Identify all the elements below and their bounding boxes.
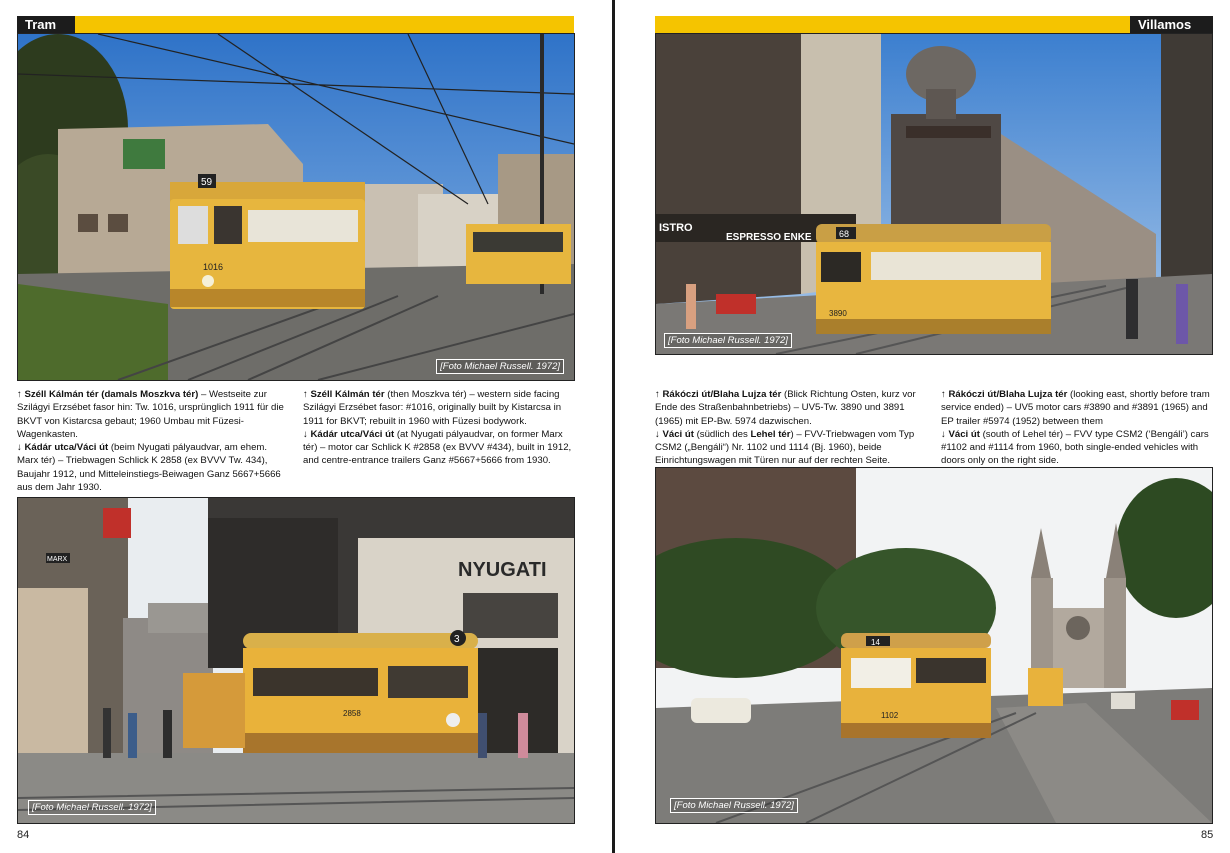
right-page: [616, 0, 1230, 853]
photo-vaci-ut-lehel-ter: [655, 467, 1213, 824]
sign-istro: ISTRO: [659, 222, 693, 234]
page-number: 85: [1201, 829, 1214, 841]
tram-route-sign-14: 14: [871, 638, 880, 647]
caption-german-left: ↑ Széll Kálmán tér (damals Moszkva tér) – Westseite zur Szilágyi Erzsébet fasor hin: Tw. 1016, ursprünglich 1911 für die BKVT von Kistarcsa gebaut; 1960 Umbau mit Füzesi-Wagenkasten. ↓ Kádár utca/Váci út (beim Nyugati pályaudvar, am ehem. Marx tér) – Triebwagen Schlick K 2858 (ex BVVV Tw. 434), Baujahr 1912, und Mitteleinstiegs-Beiwagen Ganz 5667+5666 aus dem Jahr 1930.: [17, 389, 284, 494]
arrow-down-icon: ↓: [655, 428, 660, 440]
photo-kadar-utca-vaci-ut: [17, 497, 575, 824]
caption-german-right: ↑ Rákóczi út/Blaha Lujza tér (Blick Richtung Osten, kurz vor Ende des Straßenbahnbetriebs) – UV5-Tw. 3890 und 3891 (1965) mit EP-Bw. 5974 dazwischen. ↓ Váci út (südlich des Lehel tér) – FVV-Triebwagen vom Typ CSM2 („Bengáli“) Nr. 1102 und 1114 (Bj. 1960), beide Einrichtungswagen mit Türen nur auf der rechten Seite.: [655, 389, 916, 467]
header-bar: [75, 16, 574, 33]
section-tab-villamos: Villamos: [1130, 16, 1213, 33]
section-tab-tram: Tram: [17, 16, 75, 33]
arrow-down-icon: ↓: [941, 428, 946, 440]
arrow-up-icon: ↑: [17, 389, 22, 400]
arrow-down-icon: ↓: [303, 428, 308, 440]
tram-route-sign-59: 59: [201, 177, 213, 188]
arrow-up-icon: ↑: [303, 389, 308, 400]
arrow-up-icon: ↑: [655, 389, 660, 400]
tram-car-number-1016: 1016: [203, 262, 224, 272]
photo-credit: [Foto Michael Russell. 1972]: [670, 798, 798, 813]
arrow-up-icon: ↑: [941, 389, 946, 400]
sign-nyugati: NYUGATI: [458, 559, 547, 581]
photo-szell-kalman-ter: [17, 33, 575, 381]
tram-car-number-1102: 1102: [881, 711, 899, 720]
caption-english-left: ↑ Széll Kálmán tér (then Moszkva tér) – western side facing Szilágyi Erzsébet fasor: #1016, originally built by Kistarcsa in 1911 for BKVT; rebuilt in 1960 with Füzesi bodywork. ↓ Kádár utca/Váci út (at Nyugati pályaudvar, on former Marx tér) – motor car Schlick K #2858 (ex BVVV #434), built in 1912, and centre-entrance trailers Ganz #5667+5666 from 1930.: [303, 389, 572, 467]
photo-credit: [Foto Michael Russell. 1972]: [436, 359, 564, 374]
sign-marx: MARX: [47, 556, 68, 563]
sign-espresso: ESPRESSO ENKE: [726, 232, 812, 243]
tram-car-number-3890: 3890: [829, 309, 847, 318]
tram-route-sign-68: 68: [839, 229, 850, 239]
header-bar: [655, 16, 1146, 33]
page-gutter: [612, 0, 615, 853]
photo-rakoczi-ut-blaha-lujza-ter: [655, 33, 1213, 355]
tram-route-sign-3: 3: [454, 634, 460, 645]
photo-credit: [Foto Michael Russell. 1972]: [28, 800, 156, 815]
tram-car-number-2858: 2858: [343, 709, 361, 718]
caption-english-right: ↑ Rákóczi út/Blaha Lujza tér (looking east, shortly before tram service ended) – UV5 motor cars #3890 and #3891 (1965) and EP trailer #5974 (1952) between them ↓ Váci út (south of Lehel tér) – FVV type CSM2 (‘Bengáli’) cars #1102 and #1114 from 1960, both single-ended vehicles with doors only on the right side.: [941, 389, 1210, 467]
arrow-down-icon: ↓: [17, 442, 22, 454]
page-number: 84: [17, 829, 30, 841]
photo-credit: [Foto Michael Russell. 1972]: [664, 333, 792, 348]
left-page: [0, 0, 612, 853]
